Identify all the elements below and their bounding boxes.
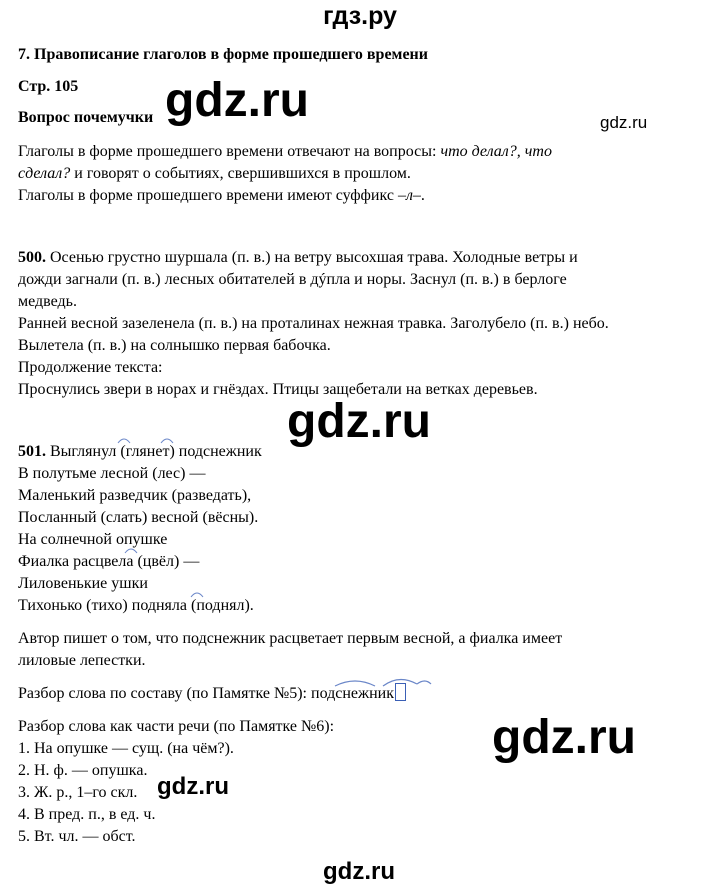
ex500-line-3: медведь. <box>18 293 77 310</box>
answer-italic: что делал?, что <box>440 143 552 160</box>
pos-line: 1. На опушке — сущ. (на чём?). <box>18 740 234 757</box>
watermark-logo: gdz.ru <box>323 858 395 885</box>
poem-line: Посланный (слать) весной (вёсны). <box>18 509 259 526</box>
question-title: Вопрос почемучки <box>18 109 154 126</box>
watermark-logo: gdz.ru <box>492 711 636 764</box>
watermark-logo: gdz.ru <box>287 395 431 448</box>
ex500-line-2: дожди загнали (п. в.) лесных обитателей в дýпла и норы. Заснул (п. в.) в берлоге <box>18 271 567 288</box>
site-header: гдз.ру <box>323 2 397 30</box>
comment-line-1: Автор пишет о том, что подснежник расцветает первым весной, а фиалка имеет <box>18 630 563 647</box>
answer-text: Глаголы в форме прошедшего времени отвечают на вопросы: <box>18 143 441 160</box>
root-arc-mark <box>190 590 204 598</box>
poem-line: Фиалка расцвела (цвёл) — <box>18 553 200 570</box>
root-arc-mark <box>117 436 131 444</box>
poem-line: На солнечной опушке <box>18 531 168 548</box>
answer-line-2 <box>18 163 411 185</box>
pos-line: 4. В пред. п., в ед. ч. <box>18 806 156 823</box>
ex501-line-1 <box>18 441 262 463</box>
page-number: Стр. 105 <box>18 78 79 95</box>
root-arc-mark <box>160 436 174 444</box>
ex500-line-4: Ранней весной зазеленела (п. в.) на проталинах нежная травка. Заголубело (п. в.) небо. <box>18 315 609 332</box>
watermark-logo: gdz.ru <box>157 773 229 800</box>
ex500-number: 500. <box>18 249 46 266</box>
suffix-italic: –л– <box>397 187 421 204</box>
poem-line: Выглянул (глянет) подснежник <box>46 443 262 460</box>
watermark-logo: gdz.ru <box>600 113 648 132</box>
answer-text: Глаголы в форме прошедшего времени имеют суффикс <box>18 187 398 204</box>
ex500-text: Осенью грустно шуршала (п. в.) на ветру высохшая трава. Холодные ветры и <box>46 249 578 266</box>
morph-word: подснежник <box>311 685 394 702</box>
answer-line-3 <box>18 185 425 207</box>
root-arc-mark <box>124 546 138 554</box>
poem-line: В полутьме лесной (лес) — <box>18 465 206 482</box>
answer-line-1 <box>18 141 552 163</box>
answer-text: и говорят о событиях, свершившихся в прошлом. <box>70 165 411 182</box>
pos-line: Разбор слова как части речи (по Памятке №6): <box>18 718 335 735</box>
pos-line: 3. Ж. р., 1–го скл. <box>18 784 138 801</box>
watermark-logo: gdz.ru <box>165 74 309 127</box>
pos-line: 5. Вт. чл. — обст. <box>18 828 136 845</box>
morph-label: Разбор слова по составу (по Памятке №5): <box>18 685 311 702</box>
poem-line: Тихонько (тихо) подняла (поднял). <box>18 597 254 614</box>
section-title: 7. Правописание глаголов в форме прошедшего времени <box>18 46 428 63</box>
ex501-number: 501. <box>18 443 46 460</box>
poem-line: Лиловенькие ушки <box>18 575 148 592</box>
comment-line-2: лиловые лепестки. <box>18 652 146 669</box>
answer-italic: сделал? <box>18 165 71 182</box>
morpheme-arcs <box>333 676 443 688</box>
ex500-line-7: Проснулись звери в норах и гнёздах. Птицы защебетали на ветках деревьев. <box>18 381 538 398</box>
answer-text: . <box>420 187 425 204</box>
ex500-line-6: Продолжение текста: <box>18 359 163 376</box>
ex500-line-5: Вылетела (п. в.) на солнышко первая бабочка. <box>18 337 331 354</box>
pos-line: 2. Н. ф. — опушка. <box>18 762 148 779</box>
ex500-line-1 <box>18 247 578 269</box>
poem-line: Маленький разведчик (разведать), <box>18 487 252 504</box>
